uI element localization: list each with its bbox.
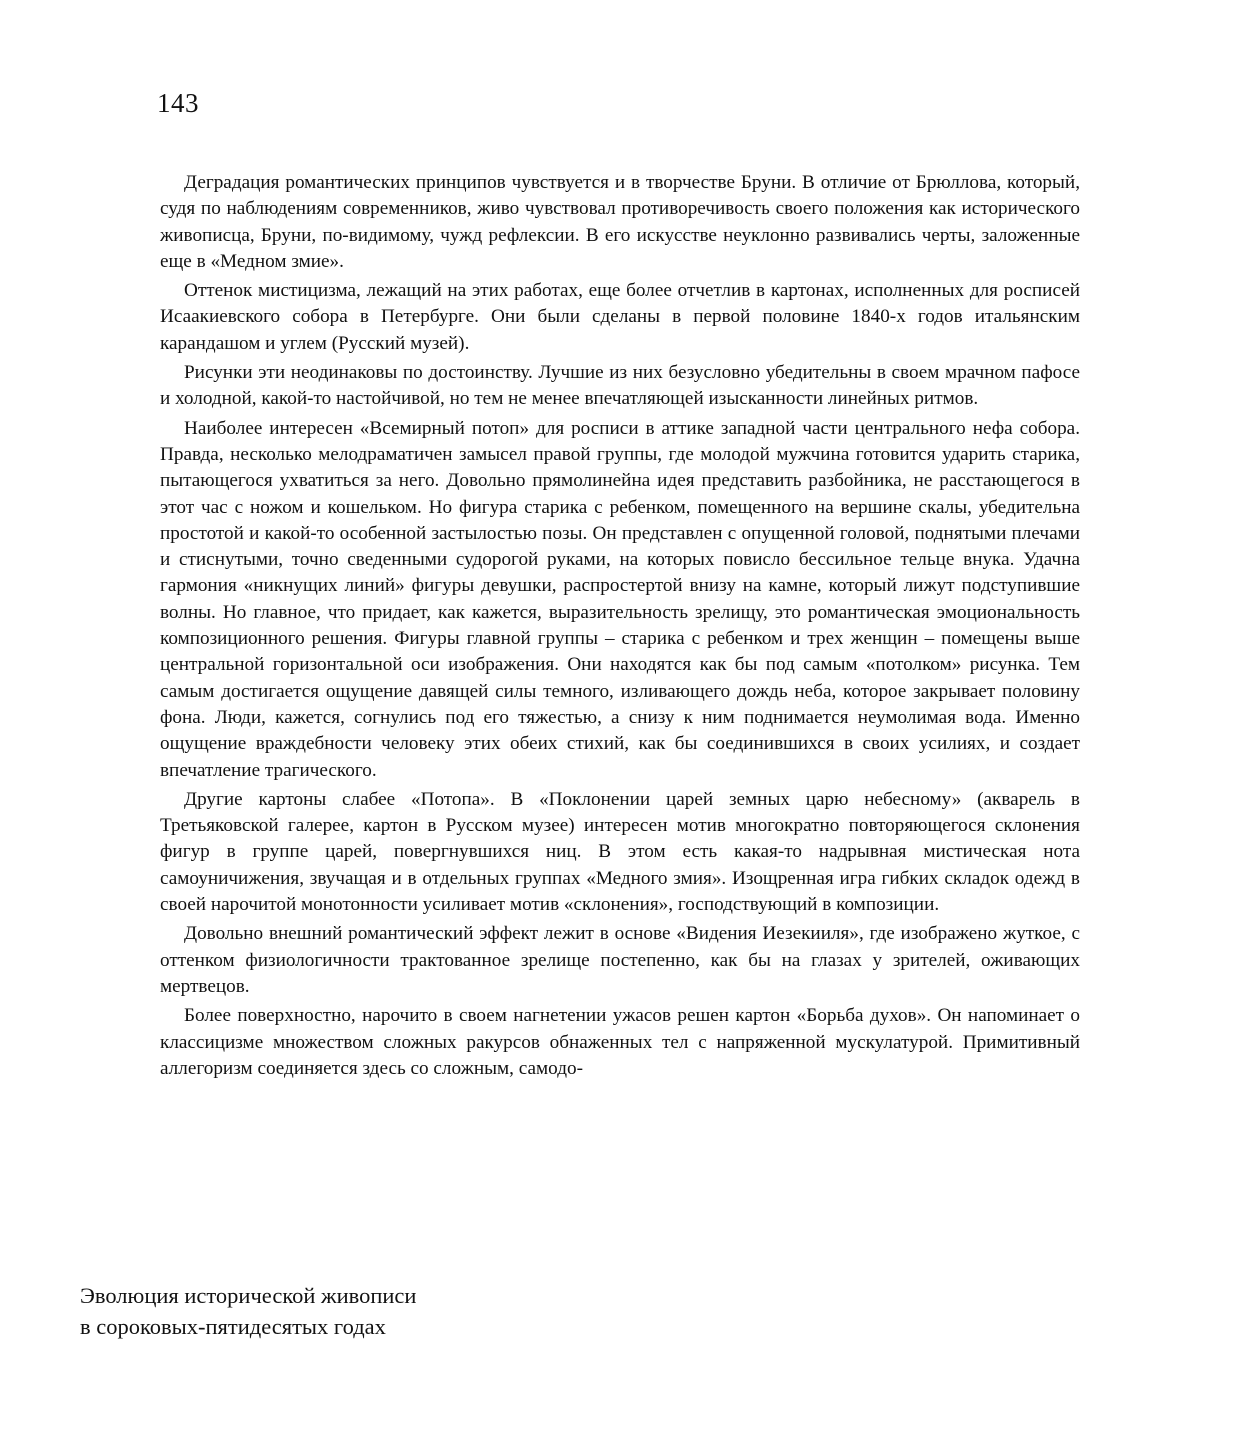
paragraph: Довольно внешний романтический эффект лежит в основе «Видения Иезекииля», где изображено жуткое, с оттенком физиологичности трактованное зрелище постепенно, как бы на глазах у зрителей, оживающих мертвецов. [160, 923, 1080, 997]
paragraph: Наиболее интересен «Всемирный потоп» для росписи в аттике западной части центрального нефа собора. Правда, несколько мелодраматичен замысел правой группы, где молодой мужчина готовится ударить старика, пытающегося ухватиться за него. Довольно прямолинейна идея представить разбойника, не расстающегося в этот час с ножом и кошельком. Но фигура старика с ребенком, помещенного на вершине скалы, убедительна простотой и какой-то особенной застылостью позы. Он представлен с опущенной головой, поднятыми плечами и стиснутыми, точно сведенными судорогой руками, на которых повисло бессильное тельце внука. Удачна гармония «никнущих линий» фигуры девушки, распростертой внизу на камне, который лижут подступившие волны. Но главное, что придает, как кажется, выразительность зрелищу, это романтическая эмоциональность композиционного решения. Фигуры главной группы – старика с ребенком и трех женщин – помещены выше центральной горизонтальной оси изображения. Они находятся как бы под самым «потолком» рисунка. Тем самым достигается ощущение давящей силы темного, изливающего дождь неба, которое закрывает половину фона. Люди, кажется, согнулись под его тяжестью, а снизу к ним поднимается неумолимая вода. Именно ощущение враждебности человеку этих обеих стихий, как бы соединившихся в своих усилиях, и создает впечатление трагического. [160, 417, 1080, 781]
paragraph: Деградация романтических принципов чувствуется и в творчестве Бруни. В отличие от Брюллова, который, судя по наблюдениям современников, живо чувствовал противоречивость своего положения как исторического живописца, Бруни, по-видимому, чужд рефлексии. В его искусстве неуклонно развивались черты, заложенные еще в «Медном змие». [160, 172, 1080, 272]
page-number: 143 [157, 88, 199, 118]
paragraph: Рисунки эти неодинаковы по достоинству. Лучшие из них безусловно убедительны в своем мрачном пафосе и холодной, какой-то настойчивой, но тем не менее впечатляющей изысканности линейных ритмов. [160, 362, 1080, 410]
main-text-body [160, 170, 1080, 1085]
paragraph: Другие картоны слабее «Потопа». В «Поклонении царей земных царю небесному» (акварель в Третьяковской галерее, картон в Русском музее) интересен мотив многократно повторяющегося склонения фигур в группе царей, повергнувшихся ниц. В этом есть какая-то надрывная мистическая нота самоуничижения, звучащая и в отдельных группах «Медного змия». Изощренная игра гибких складок одежд в своей нарочитой монотонности усиливает мотив «склонения», господствующий в композиции. [160, 788, 1080, 916]
paragraph: Оттенок мистицизма, лежащий на этих работах, еще более отчетлив в картонах, исполненных для росписей Исаакиевского собора в Петербурге. Они были сделаны в первой половине 1840-х годов итальянским карандашом и углем (Русский музей). [160, 280, 1080, 354]
running-footer-line: в сороковых-пятидесятых годах [80, 1314, 386, 1339]
paragraph: Более поверхностно, нарочито в своем нагнетении ужасов решен картон «Борьба духов». Он напоминает о классицизме множеством сложных ракурсов обнаженных тел с напряженной мускулатурой. Примитивный аллегоризм соединяется здесь со сложным, самодо- [160, 1005, 1080, 1079]
running-footer [80, 1280, 680, 1342]
running-footer-line: Эволюция исторической живописи [80, 1283, 417, 1308]
